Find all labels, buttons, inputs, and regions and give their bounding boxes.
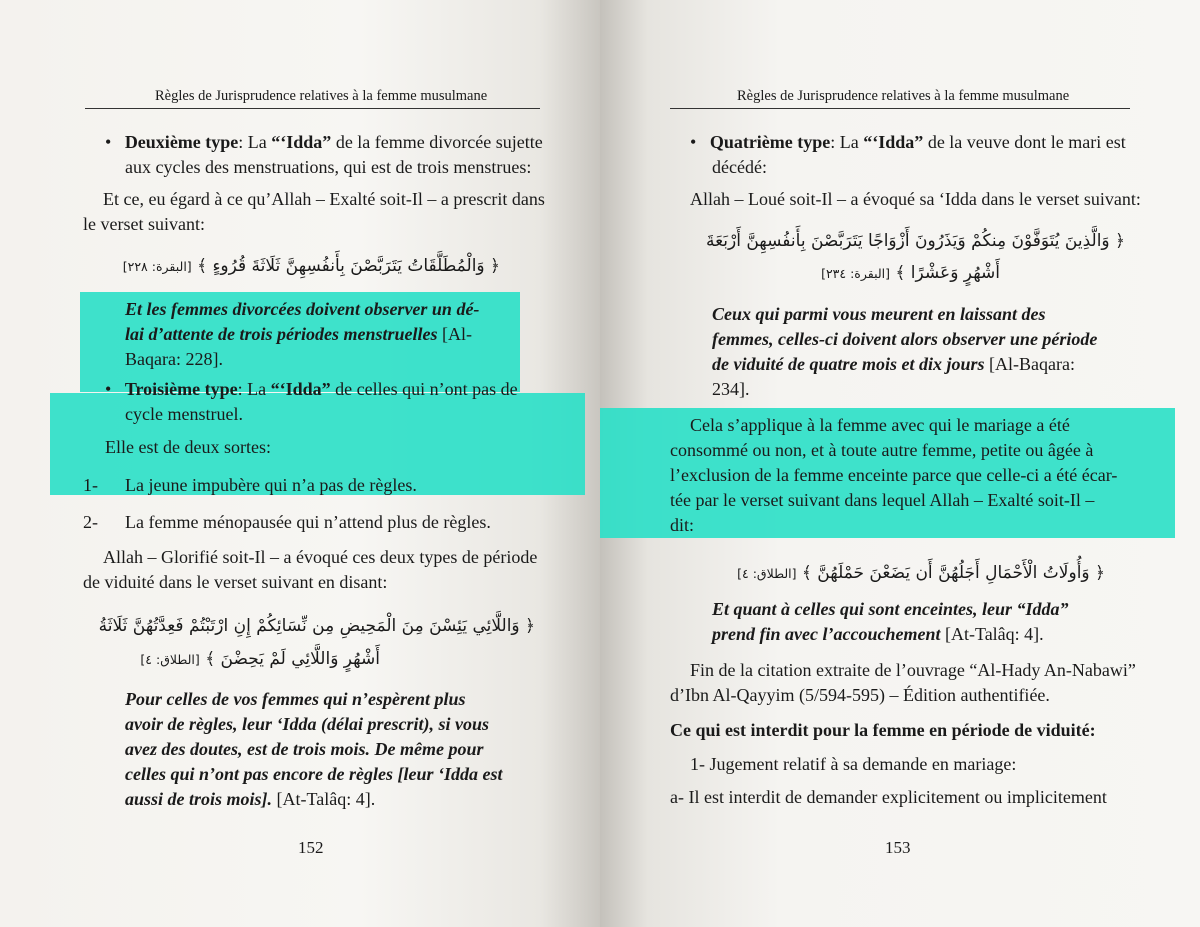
running-header: Règles de Jurisprudence relatives à la femme musulmane	[155, 88, 488, 104]
translation-line: 234].	[712, 379, 750, 399]
section-heading: Ce qui est interdit pour la femme en période de viduité:	[670, 720, 1096, 740]
text-line: dit:	[670, 515, 695, 535]
text-line: tée par le verset suivant dans lequel Allah – Exalté soit-Il –	[670, 490, 1095, 510]
bullet-deuxieme-type: • Deuxième type: La “‘Idda” de la femme divorcée sujette	[105, 132, 543, 152]
text-line: Cela s’applique à la femme avec qui le mariage a été	[690, 415, 1070, 435]
arabic-verse: ﴿ وَالَّذِينَ يُتَوَفَّوْنَ مِنكُمْ وَيَذَرُونَ أَزْوَاجًا يَتَرَبَّصْنَ بِأَنفُسِهِنَّ أَرْبَعَةَ	[705, 231, 1125, 251]
text-line: Et ce, eu égard à ce qu’Allah – Exalté soit-Il – a prescrit dans	[103, 189, 545, 209]
text-line: cycle menstruel.	[125, 404, 243, 424]
translation-line: aussi de trois mois]. [At-Talâq: 4].	[125, 789, 376, 809]
running-header: Règles de Jurisprudence relatives à la femme musulmane	[737, 88, 1070, 104]
list-item: La jeune impubère qui n’a pas de règles.	[125, 475, 417, 495]
text-line: décédé:	[712, 157, 767, 177]
translation-line: Pour celles de vos femmes qui n’espèrent plus	[125, 689, 466, 709]
page-number: 152	[298, 838, 324, 857]
bullet-quatrieme-type: • Quatrième type: La “‘Idda” de la veuve dont le mari est	[690, 132, 1126, 152]
translation-line: Et les femmes divorcées doivent observer un dé-	[125, 299, 480, 319]
translation-line: femmes, celles-ci doivent alors observer une période	[712, 329, 1098, 349]
text-line: d’Ibn Al-Qayyim (5/594-595) – Édition authentifiée.	[670, 685, 1050, 705]
translation-line: Ceux qui parmi vous meurent en laissant des	[712, 304, 1046, 324]
arabic-verse: ﴿ وَاللَّائِي يَئِسْنَ مِنَ الْمَحِيضِ مِن نِّسَائِكُمْ إِنِ ارْتَبْتُمْ فَعِدَّتُهُنَّ ثَلَاثَةُ	[98, 616, 535, 636]
text-line: l’exclusion de la femme enceinte parce que celle-ci a été écar-	[670, 465, 1118, 485]
arabic-verse: ﴿ وَأُولَاتُ الْأَحْمَالِ أَجَلُهُنَّ أَن يَضَعْنَ حَمْلَهُنَّ ﴾ [الطلاق: ٤]	[737, 563, 1105, 583]
header-rule	[85, 108, 540, 109]
text-line: Allah – Glorifié soit-Il – a évoqué ces deux types de période	[103, 547, 538, 567]
list-number: 1-	[83, 475, 98, 495]
translation-line: Baqara: 228].	[125, 349, 223, 369]
text-line: a- Il est interdit de demander explicitement ou implicitement	[670, 787, 1107, 807]
arabic-verse: أَشْهُرٍ وَعَشْرًا ﴾ [البقرة: ٢٣٤]	[821, 263, 1000, 283]
list-item: La femme ménopausée qui n’attend plus de règles.	[125, 512, 491, 532]
text-line: Fin de la citation extraite de l’ouvrage “Al-Hady An-Nabawi”	[690, 660, 1136, 680]
text-line: de viduité dans le verset suivant en disant:	[83, 572, 388, 592]
list-number: 2-	[83, 512, 98, 532]
arabic-verse: أَشْهُرٍ وَاللَّائِي لَمْ يَحِضْنَ ﴾ [الطلاق: ٤]	[140, 649, 380, 669]
translation-line: Et quant à celles qui sont enceintes, leur “Idda”	[712, 599, 1069, 619]
translation-line: avez des doutes, est de trois mois. De même pour	[125, 739, 484, 759]
text-line: le verset suivant:	[83, 214, 205, 234]
page-number: 153	[885, 838, 911, 857]
text-line: Allah – Loué soit-Il – a évoqué sa ‘Idda dans le verset suivant:	[690, 189, 1141, 209]
translation-line: prend fin avec l’accouchement [At-Talâq: 4].	[712, 624, 1044, 644]
translation-line: celles qui n’ont pas encore de règles [leur ‘Idda est	[125, 764, 503, 784]
bullet-troisieme-type: • Troisième type: La “‘Idda” de celles qui n’ont pas de	[105, 379, 518, 399]
text-line: aux cycles des menstruations, qui est de trois menstrues:	[125, 157, 532, 177]
text-line: consommé ou non, et à toute autre femme, petite ou âgée à	[670, 440, 1094, 460]
text-line: Elle est de deux sortes:	[105, 437, 271, 457]
translation-line: de viduité de quatre mois et dix jours [Al-Baqara:	[712, 354, 1075, 374]
arabic-verse: ﴿ وَالْمُطَلَّقَاتُ يَتَرَبَّصْنَ بِأَنفُسِهِنَّ ثَلَاثَةَ قُرُوءٍ ﴾ [البقرة: ٢٢٨]	[122, 256, 500, 276]
right-page	[600, 0, 1200, 927]
translation-line: lai d’attente de trois périodes menstruelles [Al-	[125, 324, 472, 344]
header-rule	[670, 108, 1130, 109]
text-line: 1- Jugement relatif à sa demande en mariage:	[690, 754, 1017, 774]
translation-line: avoir de règles, leur ‘Idda (délai prescrit), si vous	[125, 714, 489, 734]
